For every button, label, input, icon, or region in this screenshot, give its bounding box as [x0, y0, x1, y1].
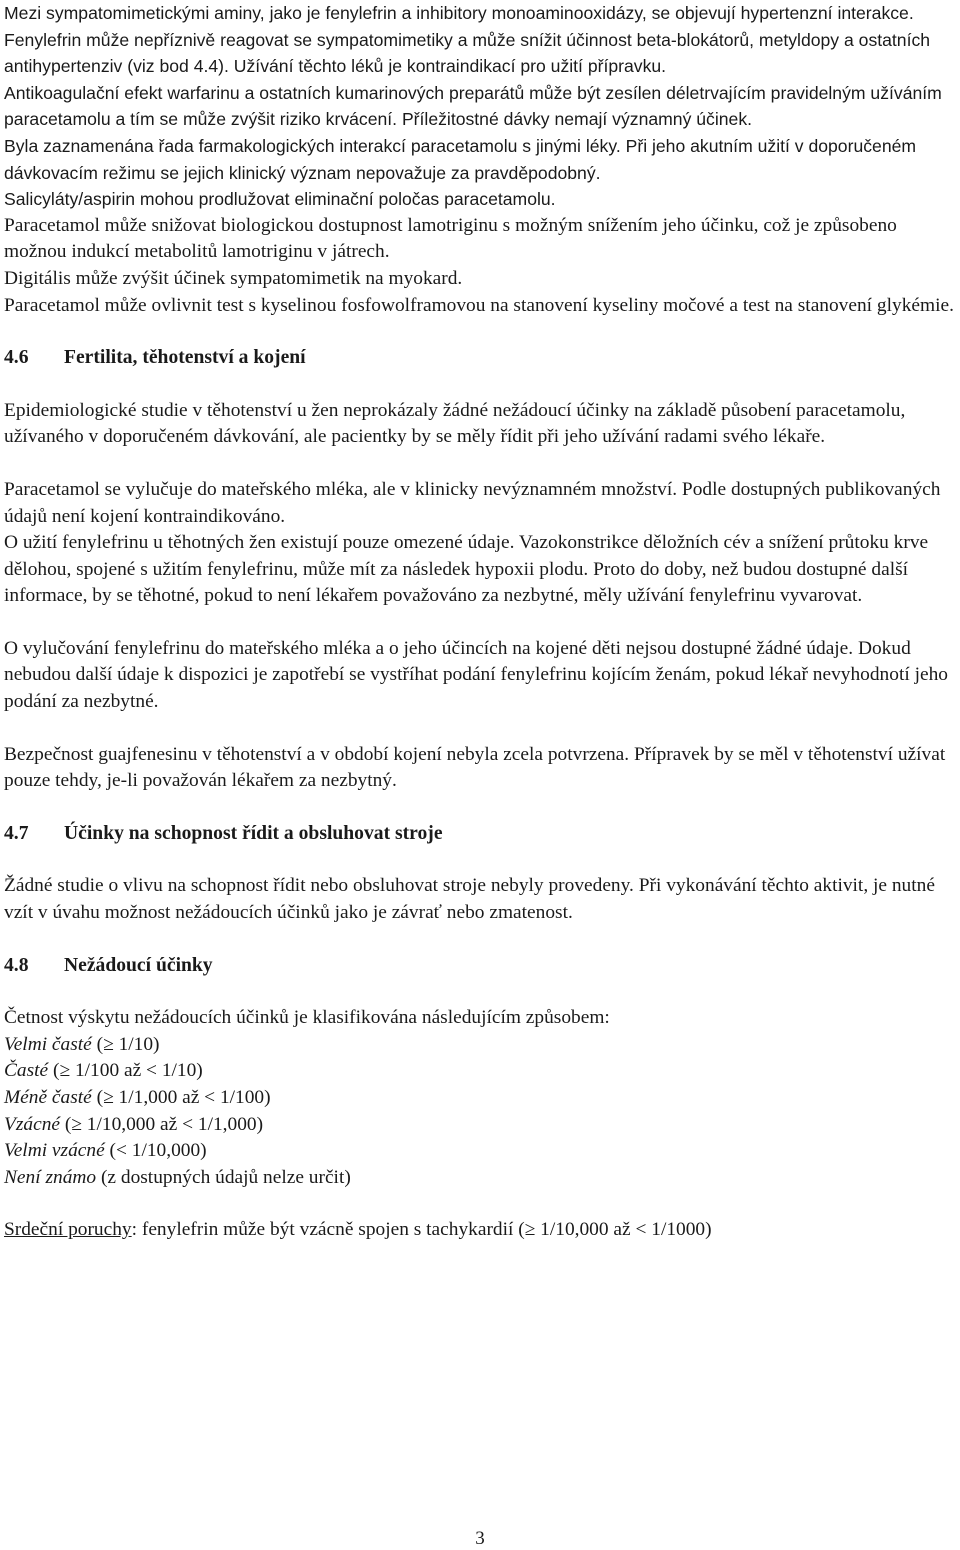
cardiac-disorders-line — [4, 1217, 954, 1244]
interaction-paragraph-2: Antikoagulační efekt warfarinu a ostatních kumarinových preparátů může být zesílen déletrvajícím pravidelným užíváním paracetamolu a tím se může zvýšit riziko krvácení. Příležitostné dávky nemají významný účinek. — [4, 82, 942, 130]
section-title: Fertilita, těhotenství a kojení — [64, 347, 306, 369]
frequency-item — [4, 1032, 954, 1059]
frequency-term: Časté — [4, 1060, 49, 1082]
section-4-6-paragraph-4: O vylučování fenylefrinu do mateřského mléka a o jeho účincích na kojené děti nejsou dostupné žádné údaje. Dokud nebudou další údaje k dispozici je zapotřebí se vystříhat podání fenylefrinu kojícím ženám, pokud lékař nevyhodnotí jeho podání za nezbytné. — [4, 637, 948, 713]
section-heading-4-6 — [4, 345, 954, 372]
page-number: 3 — [475, 1528, 485, 1549]
section-4-6-paragraph-5: Bezpečnost guajfenesinu v těhotenství a v období kojení nebyla zcela potvrzena. Přípravek by se měl v těhotenství užívat pouze tehdy, je-li považován lékařem za nezbytný. — [4, 743, 946, 792]
section-heading-4-8 — [4, 953, 954, 980]
frequency-range: (≥ 1/10,000 až < 1/1,000) — [60, 1113, 264, 1135]
frequency-range: (≥ 1/100 až < 1/10) — [48, 1060, 203, 1082]
interaction-paragraph-3: Byla zaznamenána řada farmakologických interakcí paracetamolu s jinými léky. Při jeho akutním užití v doporučeném dávkovacím režimu se jejich klinický význam nepovažuje za pravděpodobný. — [4, 135, 917, 183]
frequency-term: Není známo — [4, 1166, 97, 1188]
section-title: Účinky na schopnost řídit a obsluhovat stroje — [64, 822, 443, 844]
section-4-6-paragraph-2: Paracetamol se vylučuje do mateřského mléka, ale v klinicky nevýznamném množství. Podle dostupných publikovaných údajů není kojení kontraindikováno. — [4, 478, 941, 527]
section-number: 4.7 — [4, 822, 29, 844]
section-number: 4.6 — [4, 347, 29, 369]
interactions-block — [4, 0, 954, 213]
interaction-paragraph-5: Paracetamol může snižovat biologickou dostupnost lamotriginu s možným snížením jeho účinku, což je způsobeno možnou indukcí metabolitů lamotriginu v játrech. — [4, 214, 897, 263]
interaction-paragraph-1: Mezi sympatomimetickými aminy, jako je fenylefrin a inhibitory monoaminooxidázy, se objevují hypertenzní interakce. Fenylefrin může nepříznivě reagovat se sympatomimetiky a může snížit účinnost beta-blokátorů, metyldopy a ostatních antihypertenziv (viz bod 4.4). Užívání těchto léků je kontraindikací pro užití přípravku. — [4, 3, 931, 77]
frequency-term: Méně časté — [4, 1087, 92, 1108]
interactions-block-serif — [4, 213, 954, 319]
frequency-range: (≥ 1/1,000 až < 1/100) — [91, 1087, 271, 1108]
interaction-paragraph-7: Paracetamol může ovlivnit test s kyselinou fosfowolframovou na stanovení kyseliny močové a test na stanovení glykémie. — [4, 294, 954, 316]
frequency-term: Velmi vzácné — [4, 1140, 105, 1162]
section-title: Nežádoucí účinky — [64, 954, 213, 976]
frequency-range: (< 1/10,000) — [104, 1140, 207, 1162]
frequency-range: (z dostupných údajů nelze určit) — [96, 1166, 351, 1188]
cardiac-disorders-text: : fenylefrin může být vzácně spojen s tachykardií (≥ 1/10,000 až < 1/1000) — [131, 1219, 712, 1241]
frequency-term: Vzácné — [4, 1113, 60, 1135]
section-4-6-paragraph-1: Epidemiologické studie v těhotenství u žen neprokázaly žádné nežádoucí účinky na základě působení paracetamolu, užívaného v doporučeném dávkování, ale pacientky by se měly řídit při jeho užívání radami svého lékaře. — [4, 399, 906, 448]
document-page — [4, 0, 954, 1244]
section-4-6-paragraph-3: O užití fenylefrinu u těhotných žen existují pouze omezené údaje. Vazokonstrikce děložních cév a snížení průtoku krve dělohou, spojené s užitím fenylefrinu, může mít za následek hypoxii plodu. Proto do doby, než budou dostupné další informace, by se těhotné, pokud to není lékařem považováno za nezbytné, měly užívání fenylefrinu vyvarovat. — [4, 532, 929, 607]
interaction-paragraph-4: Salicyláty/aspirin mohou prodlužovat eliminační poločas paracetamolu. — [4, 189, 556, 210]
frequency-intro: Četnost výskytu nežádoucích účinků je klasifikována následujícím způsobem: — [4, 1007, 610, 1029]
interaction-paragraph-6: Digitális může zvýšit účinek sympatomimetik na myokard. — [4, 267, 463, 289]
section-4-7-paragraph-1: Žádné studie o vlivu na schopnost řídit nebo obsluhovat stroje nebyly provedeny. Při vykonávání těchto aktivit, je nutné vzít v úvahu možnost nežádoucích účinků jako je závrať nebo zmatenost. — [4, 875, 935, 924]
frequency-item — [4, 1085, 954, 1112]
frequency-item — [4, 1138, 954, 1165]
section-heading-4-7 — [4, 821, 954, 848]
frequency-range: (≥ 1/10) — [91, 1033, 160, 1055]
cardiac-disorders-label: Srdeční poruchy — [4, 1219, 132, 1241]
frequency-term: Velmi časté — [4, 1033, 92, 1055]
frequency-item — [4, 1165, 954, 1192]
frequency-item — [4, 1112, 954, 1139]
section-number: 4.8 — [4, 954, 29, 976]
frequency-item — [4, 1058, 954, 1085]
